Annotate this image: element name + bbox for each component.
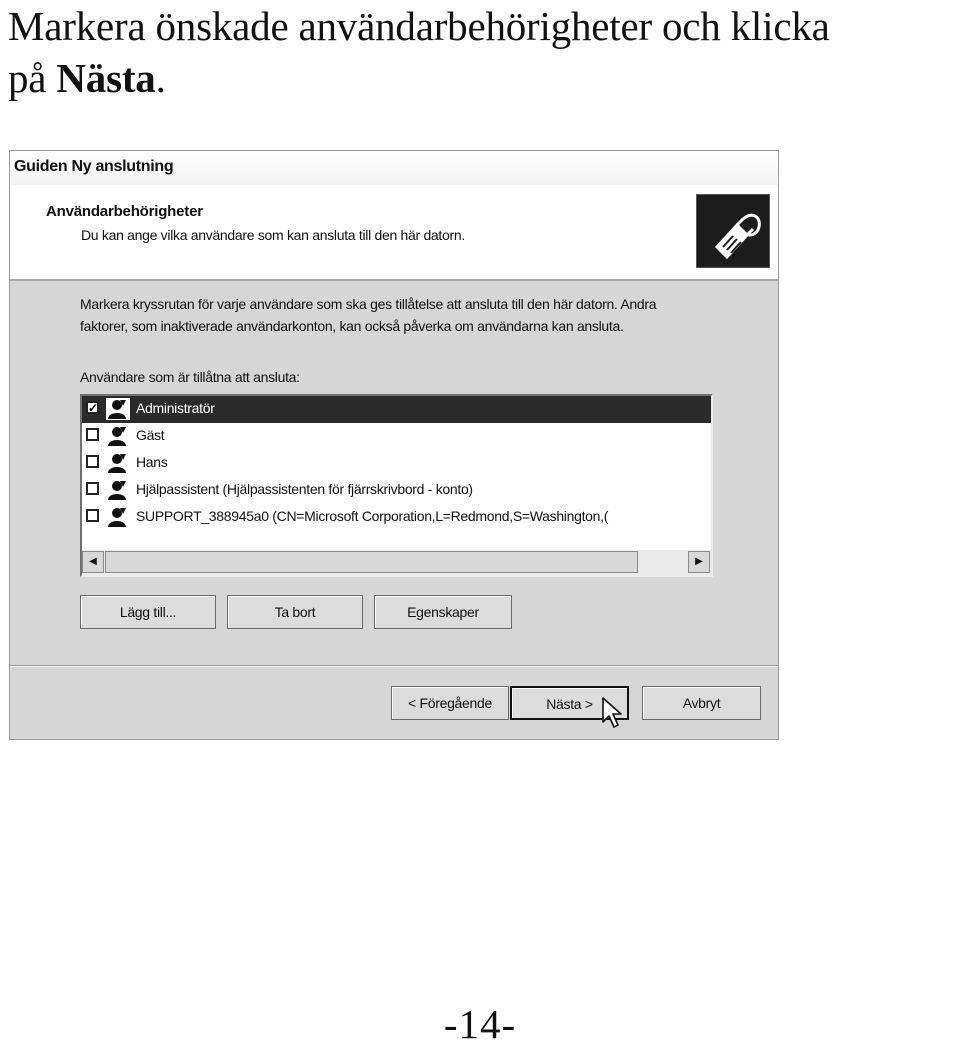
scroll-left-button[interactable]: ◀	[82, 551, 104, 573]
heading-line-1: Markera önskade användarbehörigheter och klicka	[8, 3, 830, 49]
allowed-users-list[interactable]	[80, 394, 713, 577]
wizard-header-panel	[10, 185, 778, 281]
network-plug-icon	[696, 194, 770, 268]
user-checkbox[interactable]	[86, 509, 99, 522]
dialog-title: Guiden Ny anslutning	[14, 158, 174, 175]
new-connection-wizard-dialog	[9, 150, 779, 740]
footer-divider	[10, 665, 778, 667]
horizontal-scrollbar[interactable]	[82, 550, 711, 575]
allowed-users-label: Användare som är tillåtna att ansluta:	[80, 369, 300, 385]
page-subtitle: Du kan ange vilka användare som kan ansluta till den här datorn.	[81, 227, 465, 243]
user-name: Hjälpassistent (Hjälpassistenten för fjärrskrivbord - konto)	[136, 481, 473, 497]
user-icon	[106, 398, 130, 420]
back-button[interactable]: < Föregående	[391, 686, 509, 720]
cancel-button[interactable]: Avbryt	[642, 686, 761, 720]
remove-user-button[interactable]: Ta bort	[227, 595, 363, 629]
user-checkbox[interactable]	[86, 455, 99, 468]
user-checkbox[interactable]	[86, 428, 99, 441]
list-item[interactable]	[82, 504, 711, 531]
dialog-titlebar[interactable]	[10, 151, 778, 186]
user-name: Administratör	[136, 400, 215, 416]
list-item[interactable]	[82, 477, 711, 504]
list-item[interactable]	[82, 423, 711, 450]
user-checkbox[interactable]: ✓	[88, 401, 99, 415]
user-icon	[106, 452, 130, 474]
add-user-button[interactable]: Lägg till...	[80, 595, 216, 629]
next-button[interactable]: Nästa >	[510, 686, 629, 720]
user-icon	[106, 425, 130, 447]
properties-button[interactable]: Egenskaper	[374, 595, 512, 629]
mouse-pointer-icon	[601, 696, 625, 730]
heading-line-2	[8, 52, 958, 104]
user-icon	[106, 506, 130, 528]
page-number: -14-	[443, 1001, 517, 1047]
list-item[interactable]	[82, 450, 711, 477]
instructions-text: Markera kryssrutan för varje användare som ska ges tillåtelse att ansluta till den här datorn. Andra faktorer, som inaktiverade användarkonton, kan också påverka om användarna kan ansluta.	[80, 296, 657, 334]
user-name: SUPPORT_388945a0 (CN=Microsoft Corporation,L=Redmond,S=Washington,(	[136, 508, 609, 524]
heading-next-word: Nästa	[56, 55, 156, 101]
page-title: Användarbehörigheter	[46, 203, 203, 220]
heading-line-2-suffix: .	[155, 55, 166, 101]
user-name: Hans	[136, 454, 168, 470]
scroll-right-button[interactable]: ▶	[688, 551, 710, 573]
scroll-thumb[interactable]	[105, 551, 638, 573]
user-name: Gäst	[136, 427, 165, 443]
heading-line-2-prefix: på	[8, 55, 57, 101]
user-checkbox[interactable]	[86, 482, 99, 495]
user-icon	[106, 479, 130, 501]
list-item[interactable]	[82, 396, 711, 423]
instruction-heading	[8, 0, 958, 104]
